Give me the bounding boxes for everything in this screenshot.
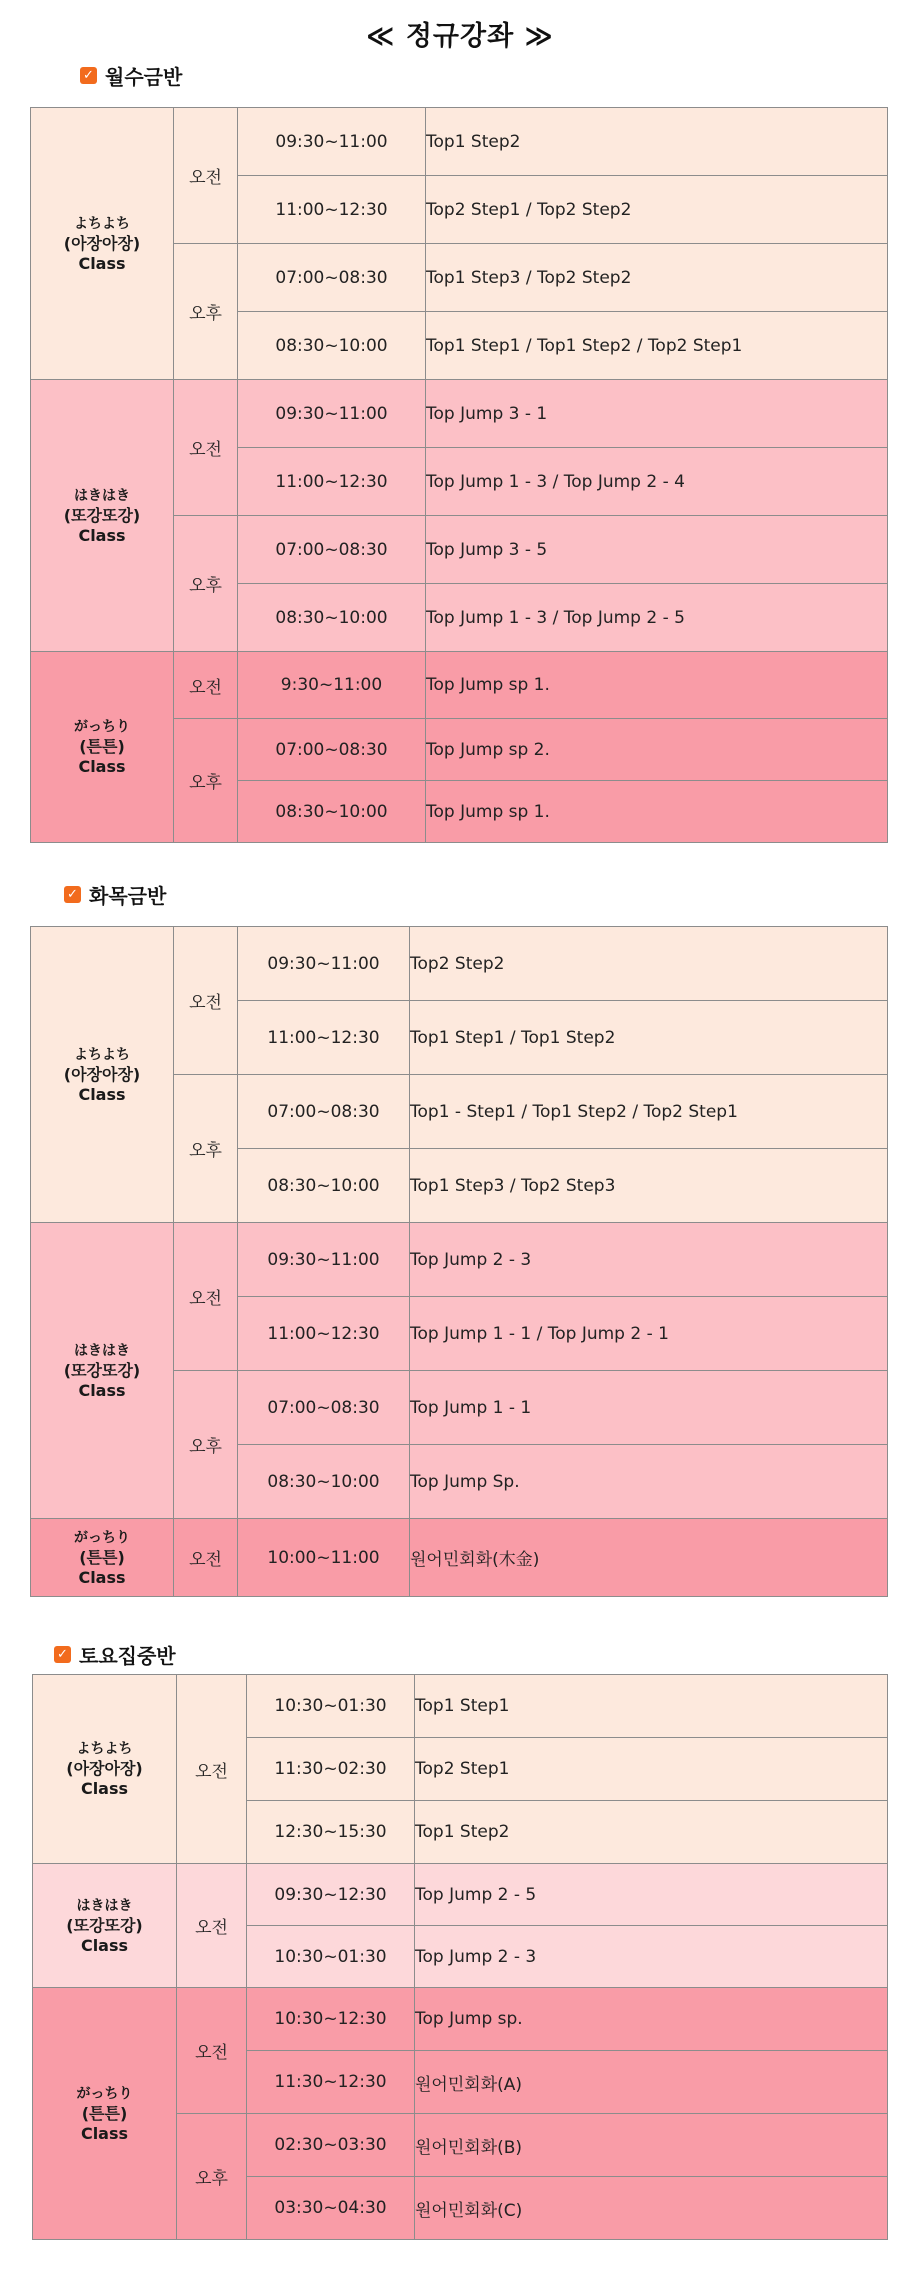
course-cell: Top Jump 1 - 3 / Top Jump 2 - 5: [426, 584, 888, 652]
time-cell: 09:30~11:00: [238, 380, 426, 448]
time-cell: 9:30~11:00: [238, 652, 426, 719]
table-row: [31, 108, 888, 176]
course-cell: Top1 Step3 / Top2 Step2: [426, 244, 888, 312]
class-name-jp: がっちり: [76, 2085, 133, 2102]
period-cell: 오전: [177, 1675, 247, 1864]
class-name-jp: がっちり: [74, 1529, 130, 1546]
class-label: Class: [78, 1084, 126, 1104]
time-cell: 09:30~11:00: [238, 1223, 410, 1297]
time-cell: 11:30~02:30: [247, 1738, 415, 1801]
course-cell: Top Jump 2 - 3: [410, 1223, 888, 1297]
course-cell: Top2 Step1 / Top2 Step2: [426, 176, 888, 244]
course-cell: Top Jump sp 1.: [426, 781, 888, 843]
period-cell: 오후: [177, 2114, 247, 2240]
course-cell: Top Jump 2 - 5: [415, 1864, 888, 1926]
period-cell: 오전: [177, 1864, 247, 1988]
course-cell: Top Jump sp 1.: [426, 652, 888, 719]
time-cell: 07:00~08:30: [238, 1371, 410, 1445]
period-cell: 오후: [174, 1371, 238, 1519]
table-row: [31, 927, 888, 1001]
course-cell: Top2 Step2: [410, 927, 888, 1001]
time-cell: 11:00~12:30: [238, 176, 426, 244]
class-name-kr: (또강또강): [63, 1360, 141, 1380]
course-cell: Top Jump sp.: [415, 1988, 888, 2051]
class-name-kr: (튼튼): [81, 2103, 128, 2123]
time-cell: 11:00~12:30: [238, 1297, 410, 1371]
class-cell: [31, 652, 174, 843]
period-cell: 오후: [174, 244, 238, 380]
schedule-table-sat: [32, 1674, 888, 2240]
class-label: Class: [78, 1380, 126, 1400]
class-label: Class: [80, 2123, 129, 2143]
checkbox-icon: ✓: [80, 67, 97, 84]
table-row: [33, 1988, 888, 2051]
class-name-jp: よちよち: [74, 215, 130, 232]
class-label: Class: [80, 1935, 129, 1955]
class-label: Class: [78, 253, 126, 273]
class-cell: [33, 1988, 177, 2240]
course-cell: Top1 Step1: [415, 1675, 888, 1738]
time-cell: 09:30~12:30: [247, 1864, 415, 1926]
course-cell: 원어민회화(A): [415, 2051, 888, 2114]
time-cell: 10:30~12:30: [247, 1988, 415, 2051]
class-label: Class: [78, 525, 126, 545]
class-cell: [31, 1223, 174, 1519]
class-name-jp: がっちり: [74, 719, 130, 735]
course-cell: Top Jump sp 2.: [426, 719, 888, 781]
course-cell: Top Jump 2 - 3: [415, 1926, 888, 1988]
course-cell: Top Jump 3 - 1: [426, 380, 888, 448]
class-label: Class: [78, 1567, 126, 1587]
course-cell: Top Jump Sp.: [410, 1445, 888, 1519]
time-cell: 11:00~12:30: [238, 1001, 410, 1075]
class-label: Class: [80, 1779, 129, 1798]
time-cell: 10:00~11:00: [238, 1519, 410, 1597]
section-title: 화목금반: [89, 884, 167, 908]
course-cell: 원어민회화(B): [415, 2114, 888, 2177]
table-row: [33, 1864, 888, 1926]
time-cell: 12:30~15:30: [247, 1801, 415, 1864]
class-name-jp: はきはき: [76, 1897, 133, 1914]
period-cell: 오후: [174, 1075, 238, 1223]
time-cell: 08:30~10:00: [238, 584, 426, 652]
class-name-jp: はきはき: [74, 1342, 130, 1359]
section-title: 토요집중반: [79, 1644, 176, 1668]
class-cell: [33, 1864, 177, 1988]
course-cell: Top Jump 3 - 5: [426, 516, 888, 584]
class-cell: [31, 927, 174, 1223]
class-name-kr: (튼튼): [79, 1547, 125, 1567]
table-row: [31, 380, 888, 448]
section-header-mwf: [80, 61, 182, 90]
time-cell: 07:00~08:30: [238, 516, 426, 584]
course-cell: Top1 Step1 / Top1 Step2 / Top2 Step1: [426, 312, 888, 380]
class-name-jp: よちよち: [76, 1741, 133, 1757]
course-cell: Top1 - Step1 / Top1 Step2 / Top2 Step1: [410, 1075, 888, 1149]
time-cell: 07:00~08:30: [238, 719, 426, 781]
time-cell: 11:30~12:30: [247, 2051, 415, 2114]
period-cell: 오전: [174, 927, 238, 1075]
class-label: Class: [78, 757, 126, 776]
table-row: [31, 652, 888, 719]
time-cell: 11:00~12:30: [238, 448, 426, 516]
period-cell: 오후: [174, 719, 238, 843]
time-cell: 07:00~08:30: [238, 1075, 410, 1149]
class-name-kr: (아장아장): [66, 1759, 143, 1778]
course-cell: Top Jump 1 - 3 / Top Jump 2 - 4: [426, 448, 888, 516]
time-cell: 02:30~03:30: [247, 2114, 415, 2177]
time-cell: 08:30~10:00: [238, 312, 426, 380]
schedule-table-mwf: [30, 107, 888, 843]
class-name-jp: はきはき: [74, 487, 130, 504]
course-cell: Top1 Step2: [426, 108, 888, 176]
period-cell: 오후: [174, 516, 238, 652]
period-cell: 오전: [174, 108, 238, 244]
section-header-sat: [54, 1640, 176, 1669]
course-cell: Top2 Step1: [415, 1738, 888, 1801]
class-name-kr: (아장아장): [63, 233, 141, 253]
time-cell: 10:30~01:30: [247, 1926, 415, 1988]
class-name-kr: (튼튼): [79, 737, 125, 756]
section-header-ttf: [64, 880, 166, 909]
course-cell: Top1 Step1 / Top1 Step2: [410, 1001, 888, 1075]
course-cell: 원어민회화(C): [415, 2177, 888, 2240]
class-cell: [31, 380, 174, 652]
time-cell: 10:30~01:30: [247, 1675, 415, 1738]
course-cell: Top1 Step3 / Top2 Step3: [410, 1149, 888, 1223]
schedule-table-ttf: [30, 926, 888, 1597]
course-cell: Top Jump 1 - 1 / Top Jump 2 - 1: [410, 1297, 888, 1371]
table-row: [31, 1223, 888, 1297]
table-row: [33, 1675, 888, 1738]
period-cell: 오전: [174, 652, 238, 719]
time-cell: 07:00~08:30: [238, 244, 426, 312]
period-cell: 오전: [174, 380, 238, 516]
time-cell: 09:30~11:00: [238, 108, 426, 176]
page-title: ≪ 정규강좌 ≫: [366, 21, 554, 52]
time-cell: 08:30~10:00: [238, 1149, 410, 1223]
course-cell: Top1 Step2: [415, 1801, 888, 1864]
class-cell: [31, 108, 174, 380]
period-cell: 오전: [174, 1223, 238, 1371]
time-cell: 08:30~10:00: [238, 781, 426, 843]
table-row: [31, 1519, 888, 1597]
period-cell: 오전: [177, 1988, 247, 2114]
time-cell: 08:30~10:00: [238, 1445, 410, 1519]
section-title: 월수금반: [105, 65, 183, 89]
checkbox-icon: ✓: [54, 1646, 71, 1663]
time-cell: 09:30~11:00: [238, 927, 410, 1001]
period-cell: 오전: [174, 1519, 238, 1597]
checkbox-icon: ✓: [64, 886, 81, 903]
time-cell: 03:30~04:30: [247, 2177, 415, 2240]
class-name-kr: (또강또강): [63, 505, 141, 525]
class-name-kr: (아장아장): [63, 1064, 141, 1084]
course-cell: Top Jump 1 - 1: [410, 1371, 888, 1445]
course-cell: 원어민회화(木金): [410, 1519, 888, 1597]
class-cell: [33, 1675, 177, 1864]
class-name-kr: (또강또강): [66, 1915, 143, 1935]
class-cell: [31, 1519, 174, 1597]
class-name-jp: よちよち: [74, 1046, 130, 1063]
